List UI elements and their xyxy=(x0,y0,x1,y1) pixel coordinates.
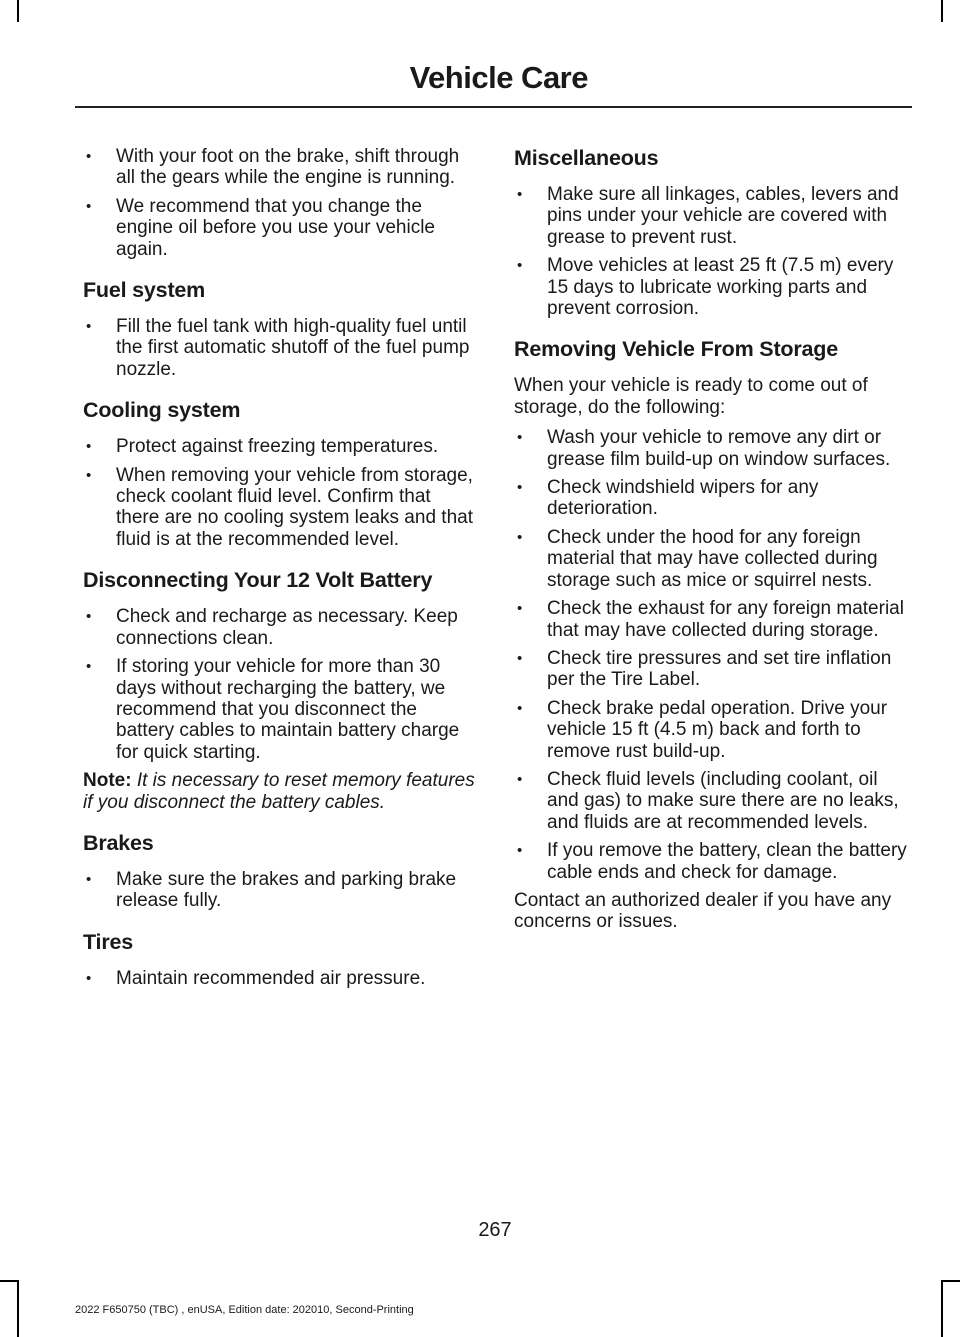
list-item: • If you remove the battery, clean the battery cable ends and check for damage. xyxy=(514,840,914,883)
header-divider xyxy=(75,106,912,108)
crop-mark-bottom-left-vertical xyxy=(17,1280,19,1337)
crop-mark-bottom-left-horizontal xyxy=(0,1280,19,1282)
footer-edition-info: 2022 F650750 (TBC) , enUSA, Edition date: 202010, Second-Printing xyxy=(75,1304,414,1316)
battery-list xyxy=(83,606,478,763)
list-item: • Check and recharge as necessary. Keep connections clean. xyxy=(83,606,478,649)
list-item: • We recommend that you change the engine oil before you use your vehicle again. xyxy=(83,196,478,260)
list-item: • Fill the fuel tank with high-quality fuel until the first automatic shutoff of the fuel pump nozzle. xyxy=(83,316,478,380)
cooling-system-heading: Cooling system xyxy=(83,398,241,423)
note-text: It is necessary to reset memory features if you disconnect the battery cables. xyxy=(83,770,475,813)
battery-note xyxy=(83,770,478,813)
right-column xyxy=(514,146,914,942)
list-item: • If storing your vehicle for more than 30 days without recharging the battery, we recommend that you disconnect the battery cables to maintain battery charge for quick starting. xyxy=(83,656,478,763)
miscellaneous-heading: Miscellaneous xyxy=(514,146,659,170)
list-item: • Check windshield wipers for any deterioration. xyxy=(514,477,914,520)
crop-mark-bottom-right-vertical xyxy=(941,1280,943,1337)
page-number: 267 xyxy=(478,1219,512,1241)
intro-bullet-list xyxy=(83,146,478,260)
tires-heading: Tires xyxy=(83,929,133,954)
list-item: • When removing your vehicle from storage, check coolant fluid level. Confirm that there are no cooling system leaks and that fluid is at the recommended level. xyxy=(83,465,478,551)
list-item: • Make sure all linkages, cables, levers and pins under your vehicle are covered with grease to prevent rust. xyxy=(514,184,914,248)
list-item: • Wash your vehicle to remove any dirt or grease film build-up on window surfaces. xyxy=(514,427,914,470)
list-item: • Check tire pressures and set tire inflation per the Tire Label. xyxy=(514,648,914,691)
list-item: • Move vehicles at least 25 ft (7.5 m) every 15 days to lubricate working parts and prevent corrosion. xyxy=(514,255,914,319)
cooling-system-list xyxy=(83,436,478,550)
removing-intro: When your vehicle is ready to come out of storage, do the following: xyxy=(514,375,868,418)
list-item: • Protect against freezing temperatures. xyxy=(83,436,478,457)
list-item: • With your foot on the brake, shift through all the gears while the engine is running. xyxy=(83,146,478,189)
list-item: • Maintain recommended air pressure. xyxy=(83,968,478,989)
tires-list xyxy=(83,968,478,989)
removing-storage-list xyxy=(514,427,914,883)
removing-storage-heading: Removing Vehicle From Storage xyxy=(514,337,838,362)
left-column xyxy=(83,146,478,996)
miscellaneous-list xyxy=(514,184,914,319)
fuel-system-heading: Fuel system xyxy=(83,278,206,303)
list-item: • Check the exhaust for any foreign material that may have collected during storage. xyxy=(514,598,914,641)
brakes-heading: Brakes xyxy=(83,830,154,855)
note-label: Note: xyxy=(83,770,132,792)
crop-mark-bottom-right-horizontal xyxy=(941,1280,960,1282)
brakes-list xyxy=(83,869,478,912)
crop-mark-top-right-vertical xyxy=(941,0,943,22)
battery-heading: Disconnecting Your 12 Volt Battery xyxy=(83,568,433,593)
page-header-title: Vehicle Care xyxy=(409,60,588,95)
list-item: • Check fluid levels (including coolant, oil and gas) to make sure there are no leaks, and fluids are at recommended levels. xyxy=(514,769,914,833)
closing-paragraph: Contact an authorized dealer if you have any concerns or issues. xyxy=(514,889,892,933)
list-item: • Check brake pedal operation. Drive your vehicle 15 ft (4.5 m) back and forth to remove rust build-up. xyxy=(514,698,914,762)
list-item: • Check under the hood for any foreign material that may have collected during storage such as mice or squirrel nests. xyxy=(514,527,914,591)
fuel-system-list xyxy=(83,316,478,380)
list-item: • Make sure the brakes and parking brake release fully. xyxy=(83,869,478,912)
crop-mark-top-left-vertical xyxy=(17,0,19,22)
